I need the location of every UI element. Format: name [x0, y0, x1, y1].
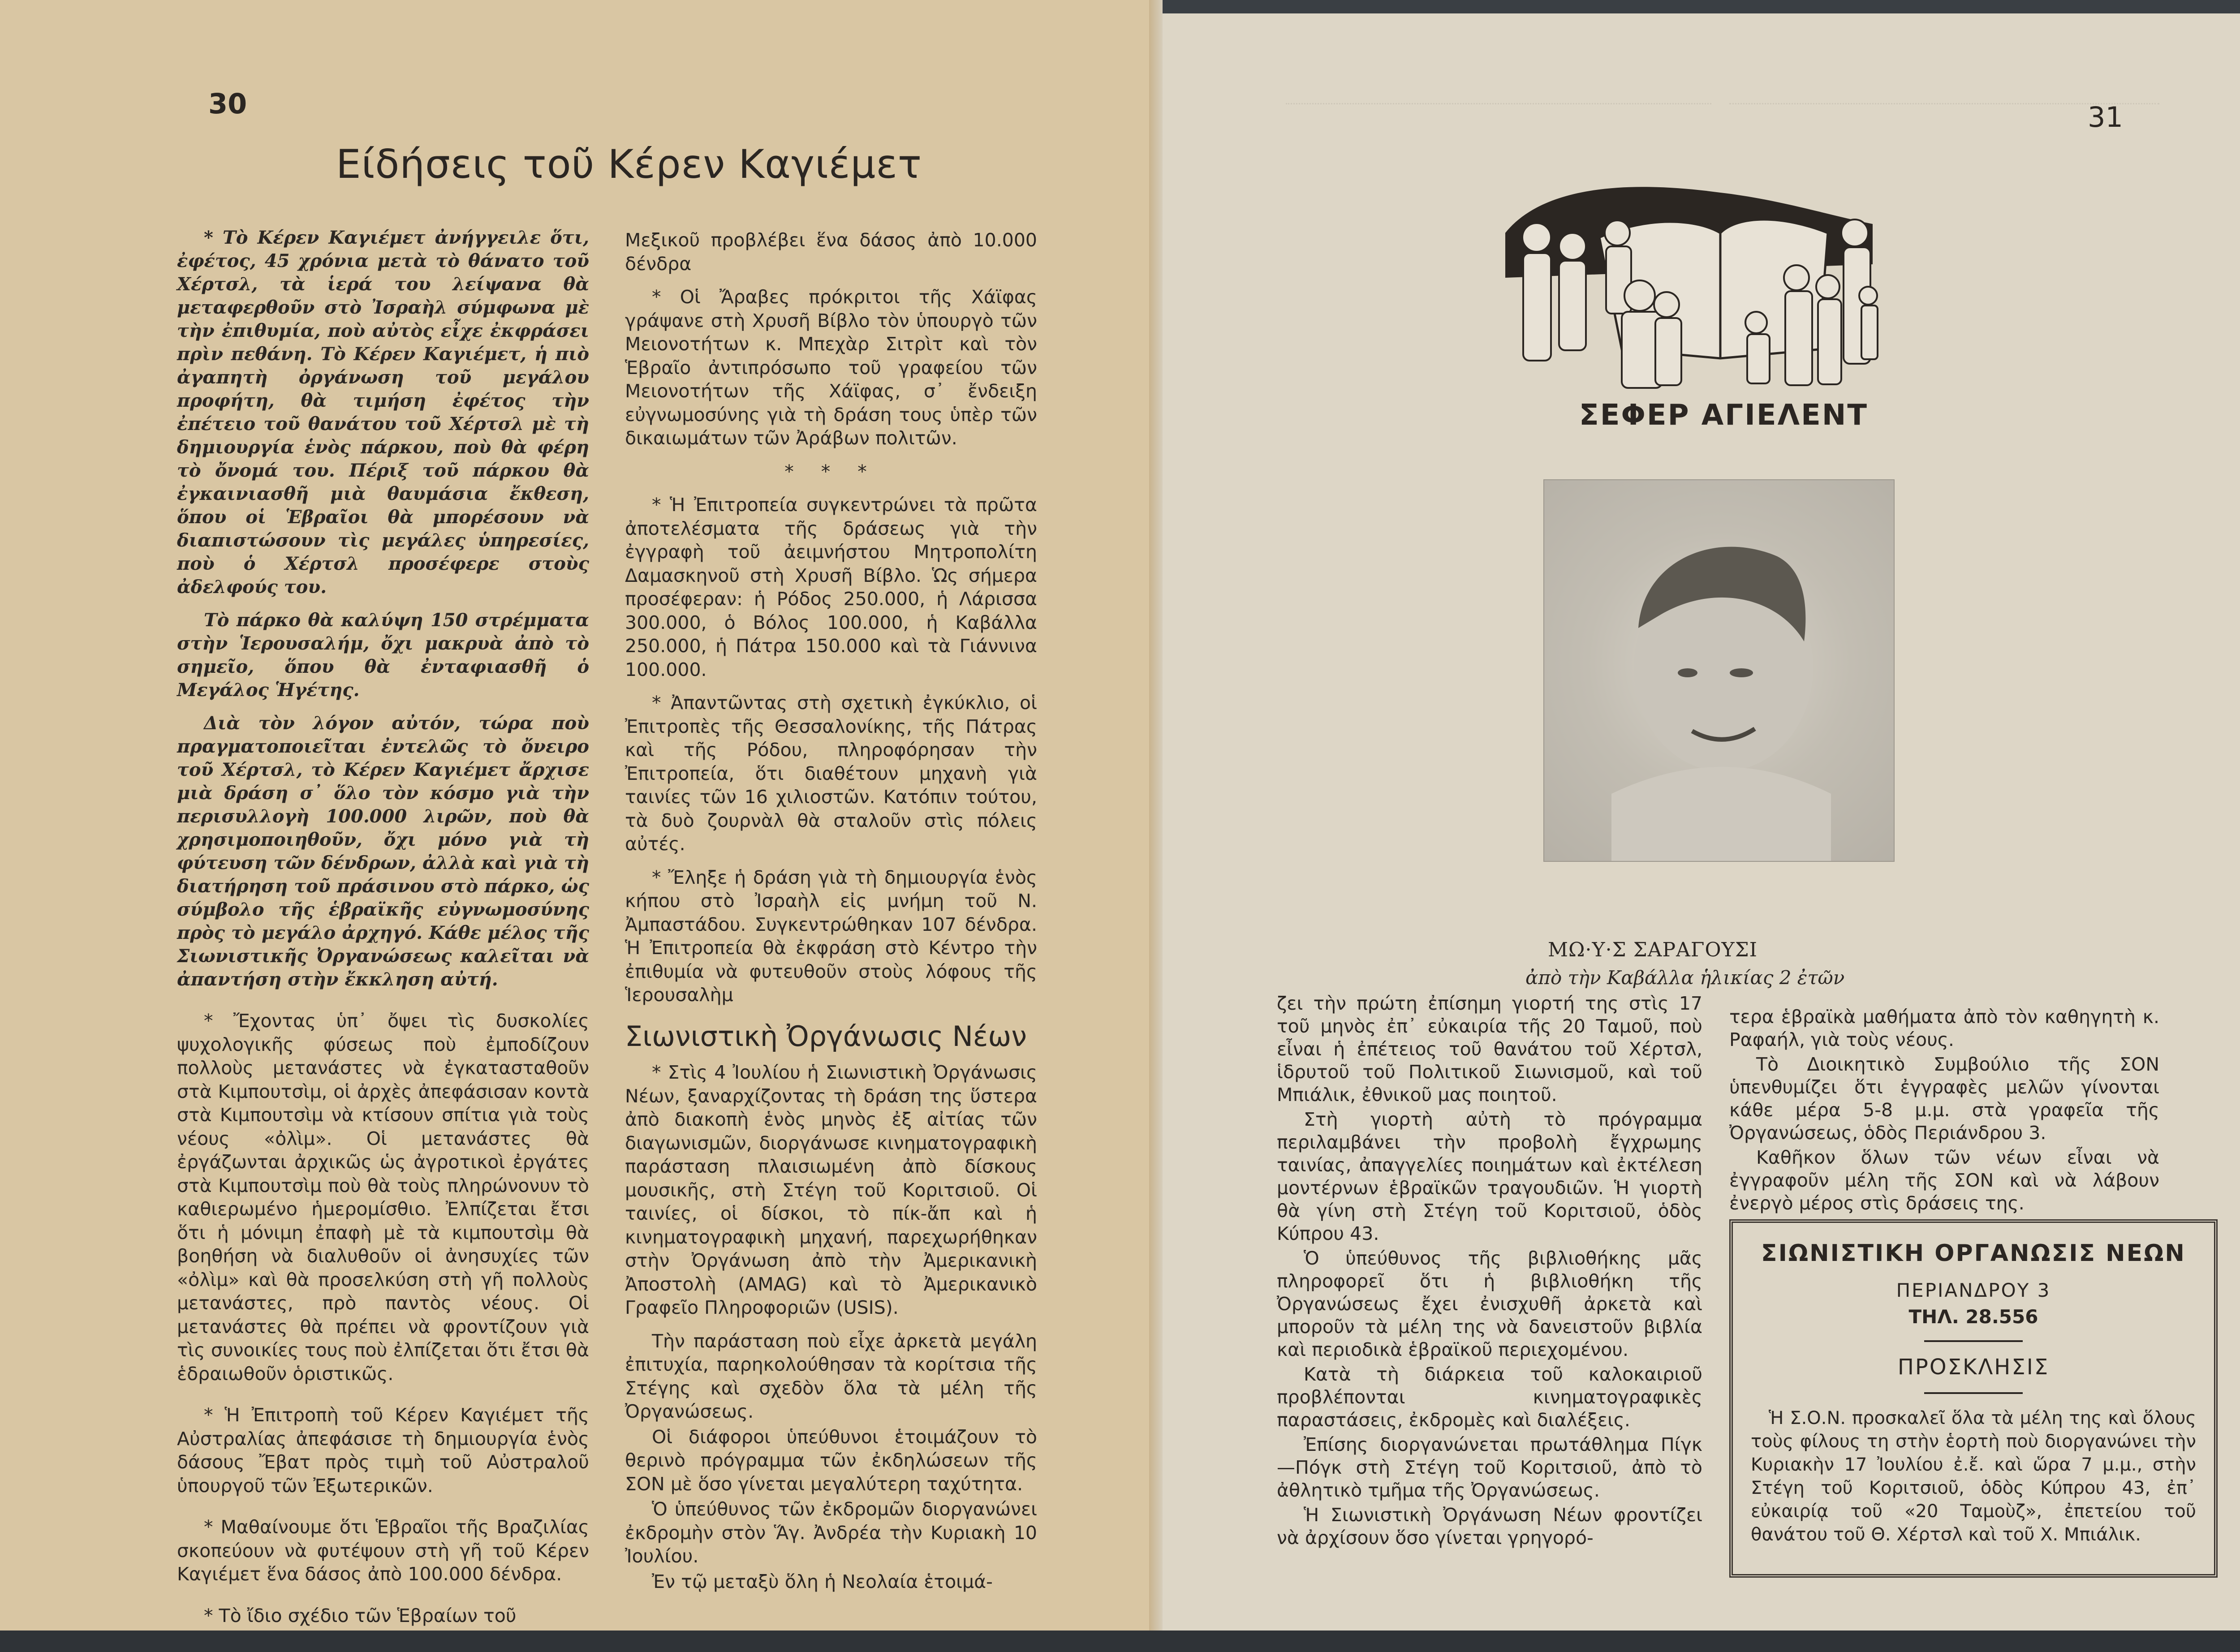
photo-caption-name: ΜΩ·Υ·Σ ΣΑΡΑΓΟΥΣΙ [1548, 938, 1758, 961]
paragraph: Οἱ διάφοροι ὑπεύθυνοι ἑτοιμάζουν τὸ θερινὸ πρόγραμμα τῶν ἐκδηλώσεων τῆς ΣΟΝ μὲ ὅσο γίνεται μεγαλύτερη ταχύτητα. [625, 1426, 1037, 1495]
left-column-2 [625, 228, 1037, 1603]
right-column-2 [1729, 1006, 2159, 1225]
advertisement-box [1729, 1219, 2218, 1578]
sefer-illustration [1487, 161, 1891, 390]
ad-invitation-title: ΠΡΟΣΚΛΗΣΙΣ [1897, 1355, 2050, 1380]
person-figure [1784, 265, 1809, 290]
right-column-1 [1277, 992, 1702, 1559]
paragraph: * Ἡ Ἐπιτροπεία συγκεντρώνει τὰ πρῶτα ἀποτελέσματα τῆς δράσεως γιὰ τὴν ἐγγραφὴ τοῦ ἀειμνήστου Μητροπολίτη Δαμασκηνοῦ στὴ Χρυσῆ Βίβλο. Ὡς σήμερα προσέφεραν: ἡ Ρόδος 250.000, ἡ Λάρισσα 300.000, ὁ Βόλος 100.000, ἡ Καβάλλα 250.000, ἡ Πάτρα 150.000 καὶ τὰ Γιάννινα 100.000. [625, 494, 1037, 680]
child-portrait-image [1544, 480, 1894, 861]
person-figure [1859, 287, 1877, 305]
paragraph: Κατὰ τὴ διάρκεια τοῦ καλοκαιριοῦ προβλέπονται κινηματογραφικὲς παραστάσεις, ἐκδρομὲς καὶ διαλέξεις. [1277, 1364, 1702, 1431]
paragraph: Ἡ Σιωνιστικὴ Ὀργάνωση Νέων φροντίζει νὰ ἀρχίσουν ὅσο γίνεται γρηγορό- [1277, 1504, 1702, 1549]
paragraph: * Μαθαίνουμε ὅτι Ἑβραῖοι τῆς Βραζιλίας σκοπεύουν νὰ φυτέψουν στὴ γῆ τοῦ Κέρεν Καγιέμετ ἕνα δάσος ἀπὸ 100.000 δένδρα. [177, 1516, 589, 1585]
paragraph: Τὸ πάρκο θὰ καλύψη 150 στρέμματα στὴν Ἱερουσαλήμ, ὄχι μακρυὰ ἀπὸ τὸ σημεῖο, ὅπου θὰ ἐνταφιασθῆ ὁ Μεγάλος Ἡγέτης. [177, 610, 589, 701]
person-figure [1841, 219, 1868, 246]
section-separator: * * * [784, 460, 878, 482]
divider [1924, 1392, 2023, 1394]
page-number-left: 30 [208, 87, 247, 120]
person-figure [1654, 292, 1679, 317]
portrait-photo [1543, 479, 1895, 862]
paragraph: * Στὶς 4 Ἰουλίου ἡ Σιωνιστικὴ Ὀργάνωσις Νέων, ξαναρχίζοντας τὴ δράση της ὕστερα ἀπὸ διακοπὴ ἑνὸς μηνὸς ἐξ αἰτίας τῶν διαγωνισμῶν, διοργάνωσε κινηματογραφικὴ παράσταση πλαισιωμένη ἀπὸ δίσκους μουσικῆς, στὴ Στέγη τοῦ Κοριτσιοῦ. Οἱ ταινίες, οἱ δίσκοι, τὸ πίκ-ἄπ καὶ ἡ κινηματογραφικὴ μηχανή, παρεχωρήθηκαν στὴν Ὀργάνωση ἀπὸ τὴν Ἀμερικανικὴ Ἀποστολὴ (AMAG) καὶ τὸ Ἀμερικανικὸ Γραφεῖο Πληροφοριῶν (USIS). [625, 1062, 1037, 1318]
photo-caption-subtitle: ἀπὸ τὴν Καβάλλα ἡλικίας 2 ἐτῶν [1525, 967, 1845, 989]
person-figure [1745, 312, 1767, 333]
page-number-right: 31 [2088, 101, 2123, 133]
paragraph: * Ἡ Ἐπιτροπὴ τοῦ Κέρεν Καγιέμετ τῆς Αὐστραλίας ἀπεφάσισε τὴ δημιουργία ἑνὸς δάσους Ἔβατ πρὸς τιμὴ τοῦ Αὐστραλοῦ ὑπουργοῦ τῶν Ἐξωτερικῶν. [177, 1404, 589, 1497]
illustration-caption: ΣΕΦΕΡ ΑΓΙΕΛΕΝΤ [1579, 399, 1869, 432]
left-column-1 [177, 226, 589, 1637]
paragraph: * Ἀπαντῶντας στὴ σχετικὴ ἐγκύκλιο, οἱ Ἐπιτροπὲς τῆς Θεσσαλονίκης, τῆς Πάτρας καὶ τῆς Ρόδου, πληροφόρησαν τὴν Ἐπιτροπεία, ὅτι διαθέτουν μηχανὴ γιὰ ταινίες τῶν 16 χιλιοστῶν. Κατόπιν τούτου, τὰ δυὸ ζουρνὰλ θὰ σταλοῦν στὶς πόλεις αὐτές. [625, 692, 1037, 855]
paragraph: Ὁ ὑπεύθυνος τῶν ἐκδρομῶν διοργανώνει ἐκδρομὴν στὸν Ἅγ. Ἀνδρέα τὴν Κυριακὴ 10 Ἰουλίου. [625, 1498, 1037, 1567]
paragraph: Ὁ ὑπεύθυνος τῆς βιβλιοθήκης μᾶς πληροφορεῖ ὅτι ἡ βιβλιοθήκη τῆς Ὀργανώσεως ἔχει ἐνισχυθῆ ἀρκετὰ καὶ μποροῦν τὰ μέλη της νὰ δανειστοῦν βιβλία καὶ περιοδικὰ ἑβραϊκοῦ περιεχομένου. [1277, 1248, 1702, 1360]
ad-phone: ΤΗΛ. 28.556 [1908, 1306, 2038, 1328]
paragraph: * Ἔχοντας ὑπ᾽ ὄψει τὶς δυσκολίες ψυχολογικῆς φύσεως ποὺ ἐμποδίζουν πολλοὺς μετανάστες νὰ ἐγκατασταθοῦν στὰ Κιμπουτσὶμ, οἱ ἀρχὲς ἀπεφάσισαν κοντὰ στὰ Κιμπουτσὶμ νὰ κτίσουν σπίτια γιὰ τοὺς νέους «ὀλὶμ». Οἱ μετανάστες θὰ ἐργάζωνται ἀρχικῶς ὡς ἀγροτικοὶ ἐργάτες στὰ Κιμπουτσὶμ ποὺ θὰ τοὺς πληρώνονυν τὸ καθιερωμένο ἡμερομίσθιο. Ἐλπίζεται ἔτσι ὅτι ἡ μόνιμη ἐπαφὴ μὲ τὰ κιμπουτσὶμ θὰ βοηθήση νὰ διαλυθοῦν οἱ ἀνησυχίες τῶν «ὀλὶμ» καὶ θὰ προσελκύση στὴ γῆ πολλοὺς μετανάστες, πρὸ παντὸς νέους. Οἱ μετανάστες θὰ πρέπει νὰ φροντίζουν γιὰ τὶς συνοικίες τους ποὺ ἐλπίζεται ὅτι ἔτσι θὰ ἑδραιωθοῦν ὁριστικῶς. [177, 1010, 589, 1385]
section-heading: Σιωνιστικὴ Ὀργάνωσις Νέων [625, 1020, 1027, 1053]
paragraph: Τὸ Διοικητικὸ Συμβούλιο τῆς ΣΟΝ ὑπενθυμίζει ὅτι ἐγγραφὲς μελῶν γίνονται κάθε μέρα 5-8 μ.μ. στὰ γραφεῖα τῆς Ὀργανώσεως, ὁδὸς Περιάνδρου 3. [1729, 1054, 2159, 1144]
paragraph: Καθῆκον ὅλων τῶν νέων εἶναι νὰ ἐγγραφοῦν μέλη τῆς ΣΟΝ καὶ νὰ λάβουν ἐνεργὸ μέρος στὶς δράσεις της. [1729, 1147, 2159, 1214]
book-gutter [1149, 0, 1163, 1652]
person-figure [1559, 233, 1586, 260]
article-title: Είδήσεις τοῦ Κέρεν Καγιέμετ [336, 141, 922, 187]
person-figure [1816, 275, 1839, 298]
ad-heading: ΣΙΩΝΙΣΤΙΚΗ ΟΡΓΑΝΩΣΙΣ ΝΕΩΝ [1761, 1240, 2186, 1267]
paragraph: * Οἱ Ἄραβες πρόκριτοι τῆς Χάϊφας γράψανε στὴ Χρυσῆ Βίβλο τὸν ὑπουργὸ τῶν Μειονοτήτων κ. Μπεχὰρ Σιτρὶτ καὶ τὸν Ἑβραῖο ἀντιπρόσωπο τοῦ γραφείου τῶν Μειονοτήτων τῆς Χάϊφας, σ᾽ ἔνδειξη εὐγνωμοσύνης γιὰ τὴ δράση τους ὑπὲρ τῶν δικαιωμάτων τῶν Ἀράβων πολιτῶν. [625, 286, 1037, 449]
paragraph: τερα ἑβραϊκὰ μαθήματα ἀπὸ τὸν καθηγητὴ κ. Ραφαήλ, γιὰ τοὺς νέους. [1729, 1006, 2159, 1050]
divider [1924, 1340, 2023, 1342]
paragraph: Ἐν τῷ μεταξὺ ὅλη ἡ Νεολαία ἑτοιμά- [652, 1570, 993, 1592]
person-figure [1605, 220, 1630, 245]
person-figure [1522, 223, 1551, 252]
paragraph: Στὴ γιορτὴ αὐτὴ τὸ πρόγραμμα περιλαμβάνει τὴν προβολὴ ἔγχρωμης ταινίας, ἀπαγγελίες ποιημάτων καὶ ἐκτέλεση μοντέρνων ἑβραϊκῶν τραγουδιῶν. Ἡ γιορτὴ θὰ γίνη στὴ Στέγη τοῦ Κοριτσιοῦ, ὁδὸς Κύπρου 43. [1277, 1109, 1702, 1244]
paragraph: * Ἔληξε ἡ δράση γιὰ τὴ δημιουργία ἑνὸς κήπου στὸ Ἰσραὴλ εἰς μνήμη τοῦ Ν. Ἀμπαστάδου. Συγκεντρώθηκαν 107 δένδρα. Ἡ Ἐπιτροπεία θὰ ἐκφράση στὸ Κέντρο τὴν ἐπιθυμία νὰ φυτευθοῦν στοὺς λόφους τῆς Ἱερουσαλὴμ [625, 866, 1037, 1006]
ad-address: ΠΕΡΙΑΝΔΡΟΥ 3 [1896, 1279, 2051, 1301]
paragraph: Μεξικοῦ προβλέβει ἕνα δάσος ἀπὸ 10.000 δένδρα [625, 229, 1037, 275]
paragraph: ζει τὴν πρώτη ἐπίσημη γιορτή της στὶς 17 τοῦ μηνὸς ἐπ᾽ εὐκαιρία τῆς 20 Ταμοῦ, ποὺ εἶναι ἡ ἐπέτειος τοῦ θανάτου τοῦ Χέρτσλ, ἱδρυτοῦ τοῦ Πολιτικοῦ Σιωνισμοῦ, καὶ τοῦ Μπιάλικ, ἐθνικοῦ μας ποιητοῦ. [1277, 993, 1702, 1106]
person-figure [1624, 280, 1655, 311]
paragraph: Διὰ τὸν λόγον αὐτόν, τώρα ποὺ πραγματοποιεῖται ἐντελῶς τὸ ὄνειρο τοῦ Χέρτσλ, τὸ Κέρεν Καγιέμετ ἄρχισε μιὰ δράση σ᾽ ὅλο τὸν κόσμο γιὰ τὴν περισυλλογὴ 100.000 λιρῶν, ποὺ θὰ χρησιμοποιηθοῦν, ὄχι μόνο γιὰ τὴ φύτευση τῶν δένδρων, ἀλλὰ καὶ γιὰ τὴ διατήρηση τοῦ πράσινου στὸ πάρκο, ὡς σύμβολο τῆς ἑβραϊκῆς εὐγνωμοσύνης πρὸς τὸ μεγάλο ἀρχηγό. Κάθε μέλος τῆς Σιωνιστικῆς Ὀργανώσεως καλεῖται νὰ ἀπαντήση στὴν ἔκκληση αὐτή. [177, 713, 589, 990]
paragraph: * Τὸ ἴδιο σχέδιο τῶν Ἑβραίων τοῦ [204, 1605, 517, 1626]
paragraph: * Τὸ Κέρεν Καγιέμετ ἀνήγγειλε ὅτι, ἐφέτος, 45 χρόνια μετὰ τὸ θάνατο τοῦ Χέρτσλ, τὰ ἱερά του λείψανα θὰ μεταφερθοῦν στὸ Ἰσραὴλ σύμφωνα μὲ τὴν ἐπιθυμία, ποὺ αὐτὸς εἶχε ἐκφράσει πρὶν πεθάνη. Τὸ Κέρεν Καγιέμετ, ἡ πιὸ ἀγαπητὴ ὀργάνωση τοῦ μεγάλου προφήτη, θὰ τιμήση ἐφέτος τὴν ἐπέτειο τοῦ θανάτου τοῦ Χέρτσλ μὲ τὴ δημιουργία ἑνὸς πάρκου, ποὺ θὰ φέρη τὸ ὄνομά του. Πέριξ τοῦ πάρκου θὰ ἐγκαινιασθῆ μιὰ θαυμάσια ἔκθεση, ὅπου οἱ Ἑβραῖοι θὰ μπορέσουν νὰ διαπιστώσουν τὶς μεγάλες ὑπηρεσίες, ποὺ ὁ Χέρτσλ προσέφερε στοὺς ἀδελφούς του. [177, 227, 589, 598]
paragraph: Ἐπίσης διοργανώνεται πρωτάθλημα Πίγκ—Πόγκ στὴ Στέγη τοῦ Κοριτσιοῦ, ἀπὸ τὸ ἀθλητικὸ τμῆμα τῆς Ὀργανώσεως. [1277, 1434, 1702, 1501]
ad-invitation-body: Ἡ Σ.Ο.Ν. προσκαλεῖ ὅλα τὰ μέλη της καὶ ὅλους τοὺς φίλους τη στὴν ἑορτὴ ποὺ διοργανώνει τὴν Κυριακὴν 17 Ἰουλίου ἐ.ἔ. καὶ ὥρα 7 μ.μ., στὴν Στέγη τοῦ Κοριτσιοῦ, ὁδὸς Κύπρου 43, ἐπ᾽ εὐκαιρίᾳ τοῦ «20 Ταμοὺζ», ἐπετείου τοῦ θανάτου τοῦ Θ. Χέρτσλ καὶ τοῦ Χ. Μπιάλικ. [1751, 1408, 2196, 1545]
paragraph: Τὴν παράσταση ποὺ εἶχε ἀρκετὰ μεγάλη ἐπιτυχία, παρηκολούθησαν τὰ κορίτσια τῆς Στέγης καὶ σχεδὸν ὅλα τὰ μέλη τῆς Ὀργανώσεως. [625, 1330, 1037, 1422]
